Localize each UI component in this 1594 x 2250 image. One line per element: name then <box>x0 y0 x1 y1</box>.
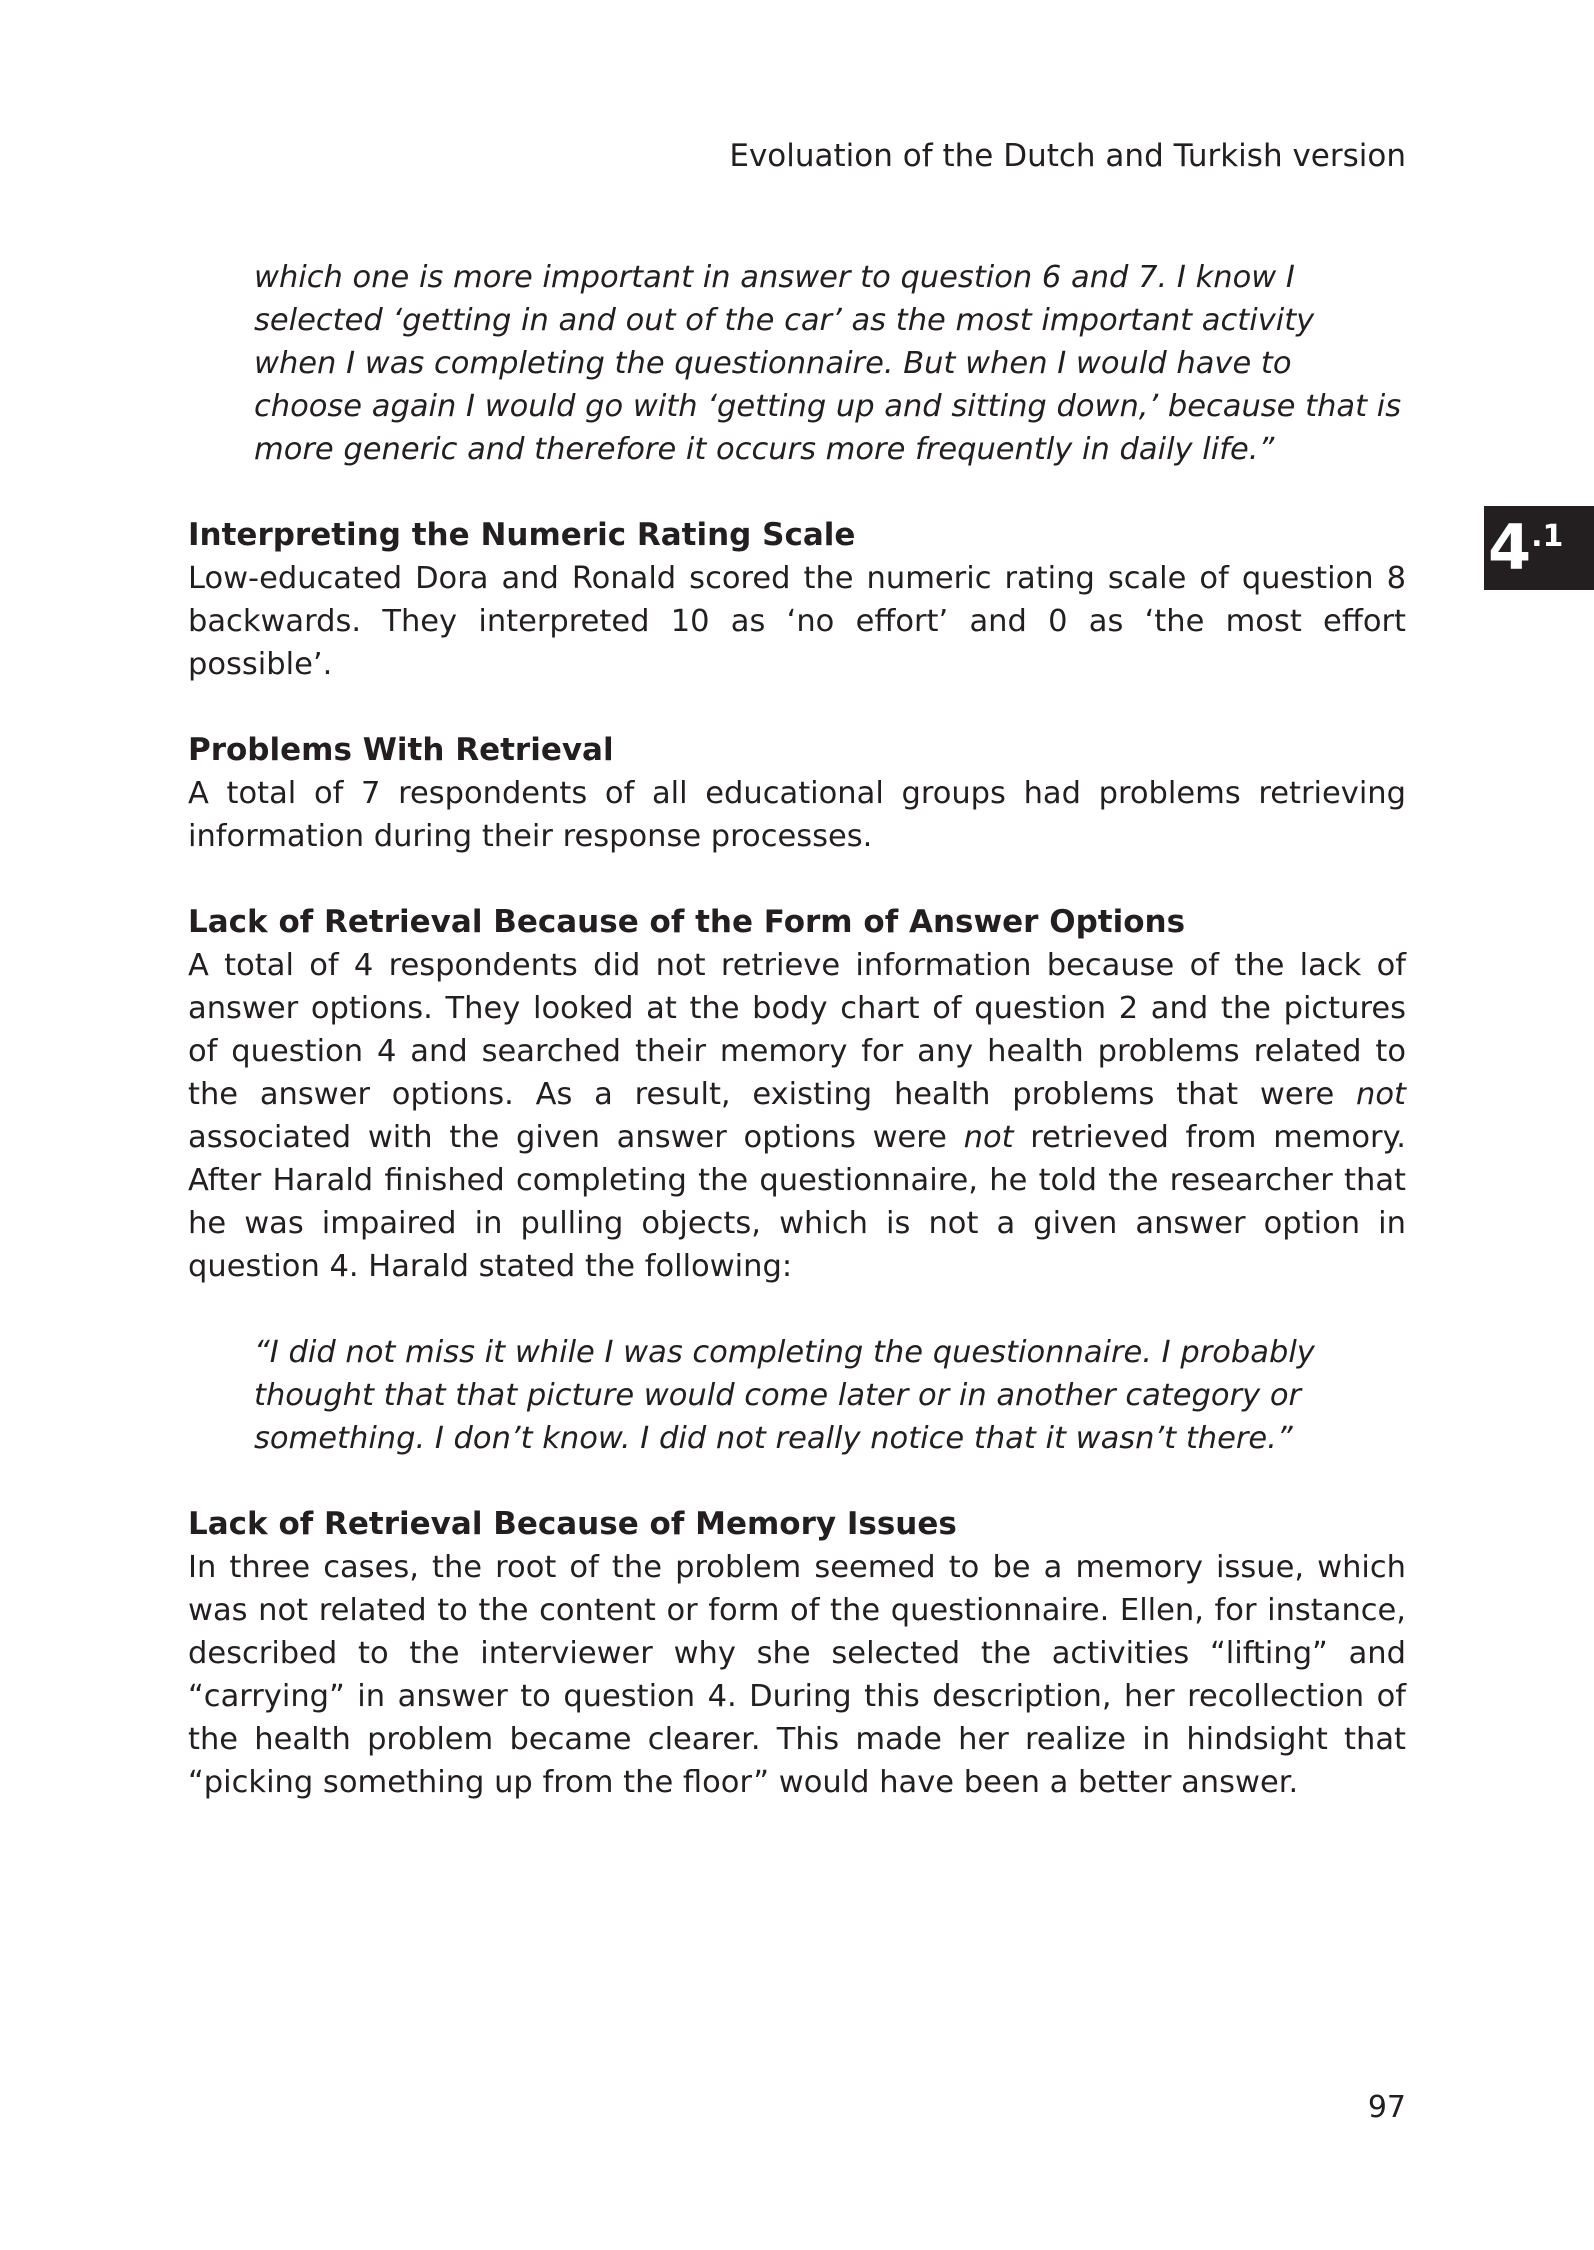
chapter-tab <box>1484 506 1594 590</box>
emphasis: not <box>1356 1077 1406 1112</box>
section-heading-retrieval: Problems With Retrieval <box>188 732 614 768</box>
section-heading-memory: Lack of Retrieval Because of Memory Issues <box>188 1506 957 1542</box>
main-content <box>188 256 1406 1804</box>
emphasis: not <box>963 1120 1014 1155</box>
running-header: Evoluation of the Dutch and Turkish version <box>729 138 1406 174</box>
text-run: retrieved from memory. After Harald finished completing the questionnaire, he told the researcher that he was impaired in pulling objects, which is not a given answer option in question 4. Harald stated the following: <box>188 1120 1406 1284</box>
text-run: associated with the given answer options were <box>188 1120 964 1155</box>
section-heading-nrs: Interpreting the Numeric Rating Scale <box>188 517 856 553</box>
section-body-memory: In three cases, the root of the problem seemed to be a memory issue, which was not related to the content or form of the questionnaire. Ellen, for instance, described to the interviewer why she selected the activities “lifting” and “carrying” in answer to question 4. During this description, her recollection of the health problem became clearer. This made her realize in hindsight that “picking something up from the floor” would have been a better answer. <box>188 1550 1406 1800</box>
page-number: 97 <box>1367 2090 1406 2125</box>
block-quote-2: “I did not miss it while I was completing the questionnaire. I probably thought that that picture would come later or in another category or something. I don’t know. I did not really notice that it wasn’t there.” <box>254 1335 1315 1456</box>
chapter-subnumber: .1 <box>1531 519 1564 554</box>
chapter-number: 4 <box>1488 511 1532 584</box>
text-run: A total of 4 respondents did not retrieve information because of the lack of answer options. They looked at the body chart of question 2 and the pictures of question 4 and searched their memory for any health problems related to the answer options. As a result, existing health problems that were <box>188 948 1406 1112</box>
section-body-retrieval: A total of 7 respondents of all educational groups had problems retrieving information during their response processes. <box>188 776 1406 854</box>
section-heading-form: Lack of Retrieval Because of the Form of Answer Options <box>188 904 1186 940</box>
block-quote-1: which one is more important in answer to question 6 and 7. I know I selected ‘getting in and out of the car’ as the most important activity when I was completing the questionnaire. But when I would have to choose again I would go with ‘getting up and sitting down,’ because that is more generic and therefore it occurs more frequently in daily life.” <box>254 260 1402 467</box>
section-body-form <box>188 944 1406 1288</box>
section-body-nrs: Low-educated Dora and Ronald scored the numeric rating scale of question 8 backwards. They interpreted 10 as ‘no effort’ and 0 as ‘the most effort possible’. <box>188 561 1406 682</box>
